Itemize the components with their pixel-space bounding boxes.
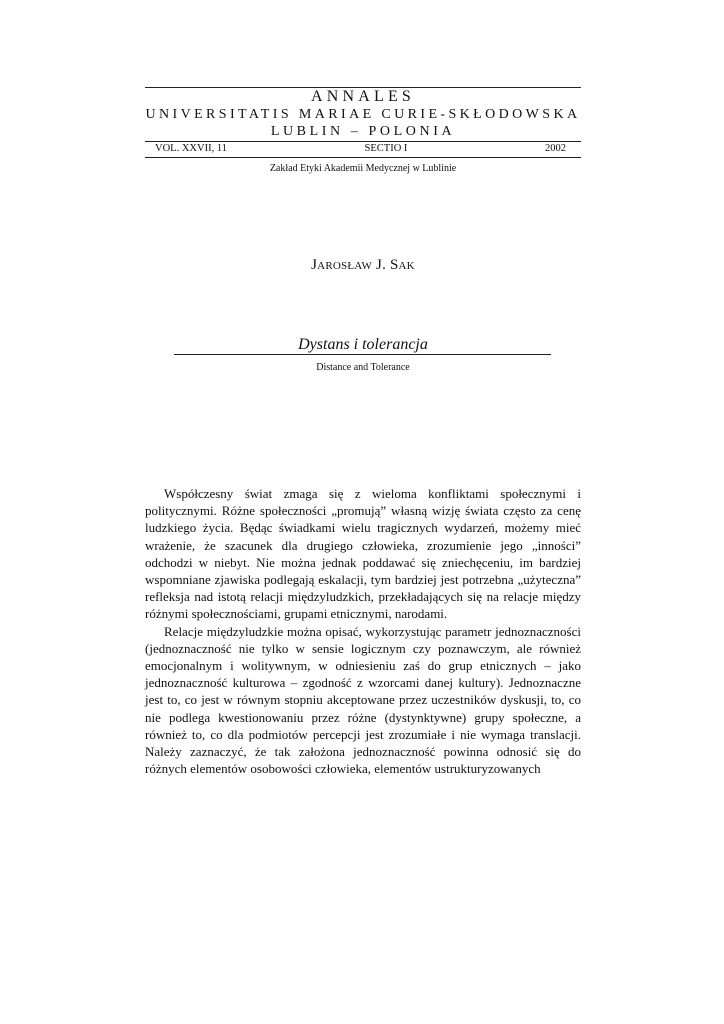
volume-label: VOL. XXVII, 11	[155, 143, 227, 154]
institution-affiliation: Zakład Etyki Akademii Medycznej w Lublinie	[269, 163, 457, 174]
header-bottom-rule	[145, 157, 581, 158]
volume-row	[155, 142, 566, 155]
university-name: UNIVERSITATIS MARIAE CURIE-SKŁODOWSKA	[145, 107, 581, 122]
body-paragraph-2: Relacje międzyludzkie można opisać, wykorzystując parametr jednoznaczności (jednoznaczność nie tylko w sensie logicznym czy poznawczym, ale również emocjonalnym i wolitywnym, w odniesieniu zaś do grup etnicznych – jako jednoznaczność kulturowa – zgodność z wzorcami danej kultury). Jednoznaczne jest to, co jest w równym stopniu akceptowane przez uczestników dyskusji, to, co nie podlega kwestionowaniu przez różne (dystynktywne) grupy społeczne, a również to, co dla podmiotów percepcji jest zrozumiałe i nie wymaga translacji. Należy zaznaczyć, że tak założona jednoznaczność powinna odnosić się do różnych elementów osobowości człowieka, elementów ustrukturyzowanych	[145, 623, 581, 777]
section-label: SECTIO I	[364, 143, 408, 154]
article-body	[145, 485, 581, 777]
city-line: LUBLIN – POLONIA	[270, 124, 456, 139]
article-subtitle: Distance and Tolerance	[316, 362, 410, 373]
article-title: Dystans i tolerancja	[298, 336, 428, 353]
journal-name: ANNALES	[310, 88, 416, 105]
year-label: 2002	[545, 143, 566, 154]
title-rule	[174, 354, 551, 355]
author-last-name: Sak	[390, 257, 415, 273]
author-initial: J.	[376, 257, 387, 273]
body-paragraph-1: Współczesny świat zmaga się z wieloma konfliktami społecznymi i politycznymi. Różne społeczności „promują” własną wizję świata często za cenę ludzkiego życia. Będąc świadkami wielu tragicznych wydarzeń, możemy mieć wrażenie, że szacunek dla drugiego człowieka, zrozumienie jego „inności” odchodzi w niebyt. Nie można jednak poddawać się zniechęceniu, im bardziej wspomniane zjawiska podlegają eskalacji, tym bardziej jest potrzebna „użyteczna” refleksja nad istotą relacji międzyludzkich, przekładających się na relacje między różnymi społecznościami, grupami etnicznymi, narodami.	[145, 486, 581, 622]
author-first-name: Jarosław	[311, 257, 373, 273]
author-name	[145, 256, 581, 274]
